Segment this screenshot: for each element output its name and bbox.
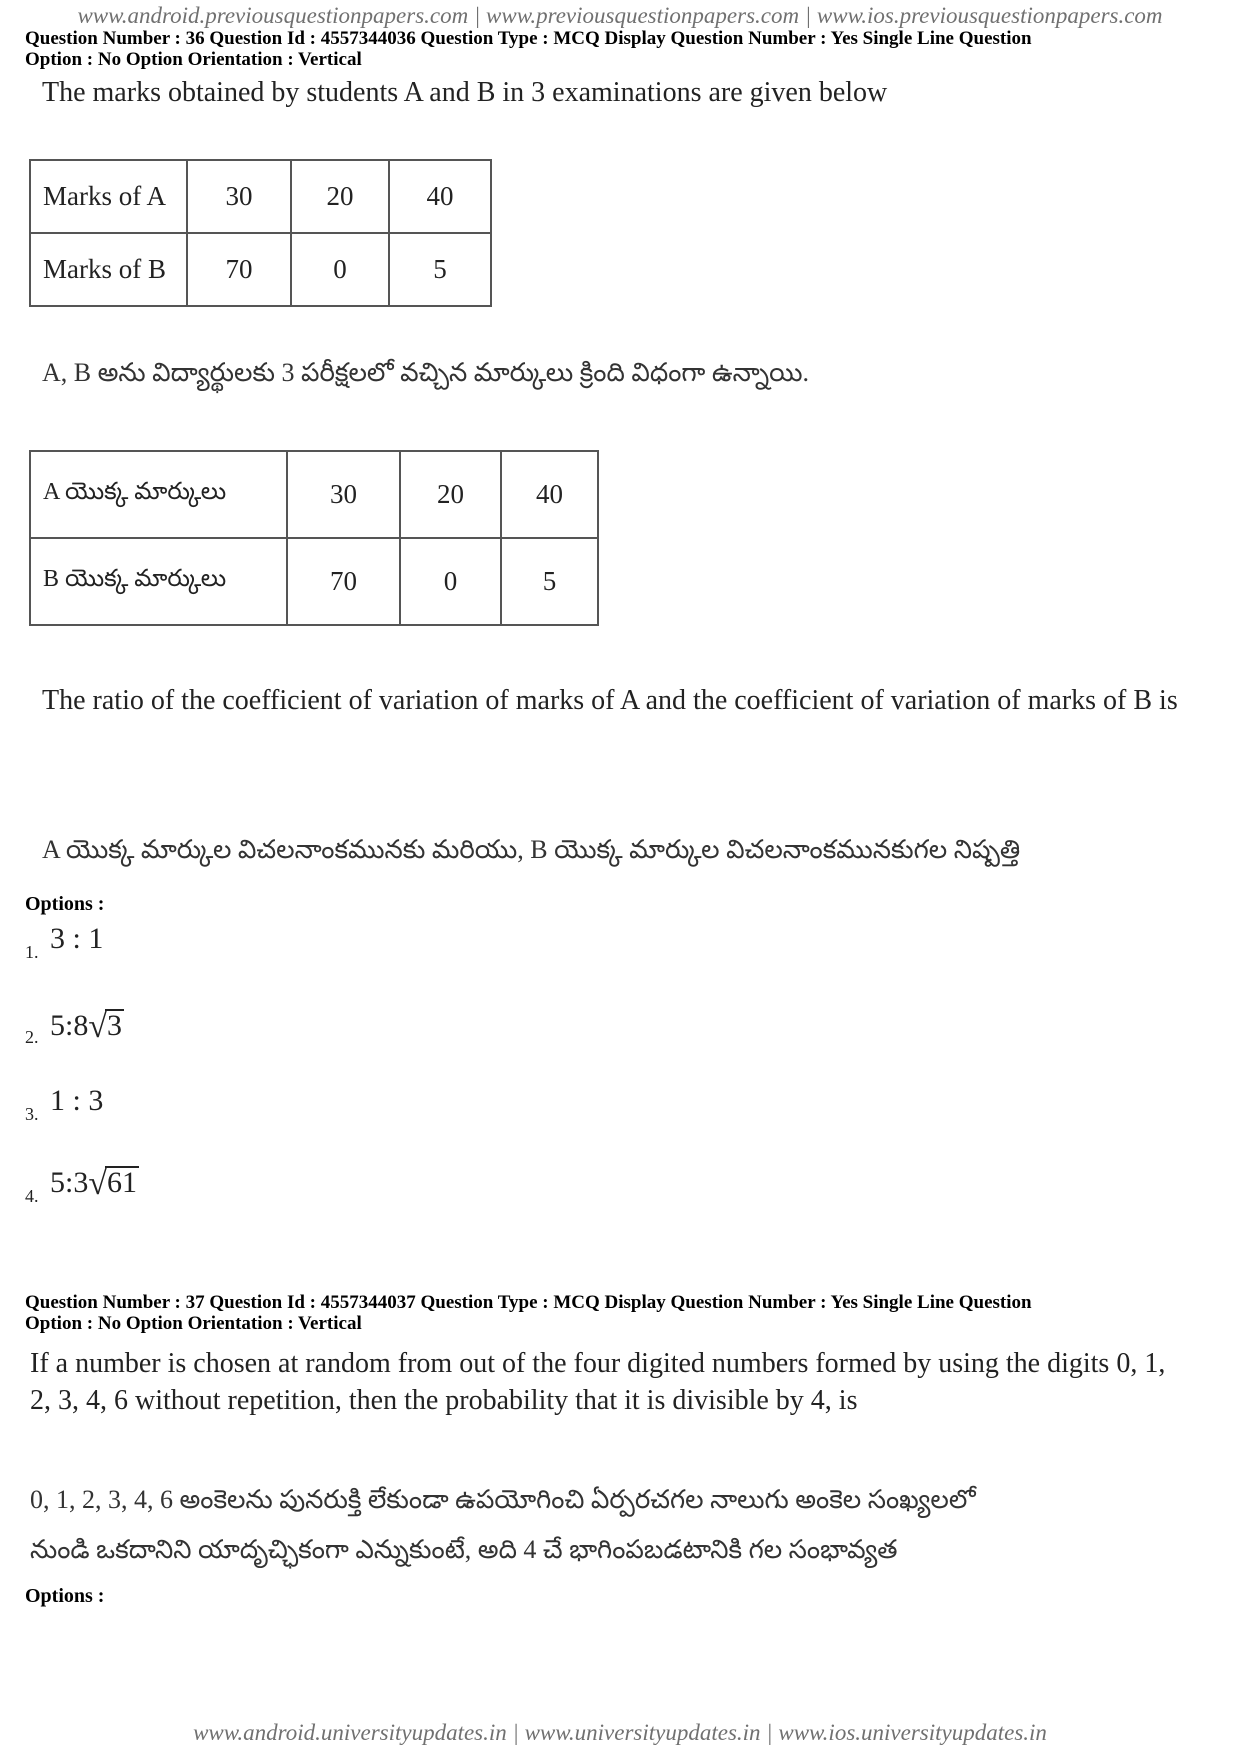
table-cell: 40 [501,451,598,538]
table-row [30,233,491,306]
q36-question-en: The ratio of the coefficient of variation of marks of A and the coefficient of variation of marks of B is [42,685,1178,716]
option-3-text[interactable]: 1 : 3 [50,1084,104,1117]
radicand: 3 [107,1009,123,1042]
radicand: 61 [107,1166,138,1199]
table-row-label: A యొక్క మార్కులు [30,451,287,538]
table-cell: 70 [287,538,400,625]
table-cell: 20 [291,160,389,233]
option-prefix: 5:8 [50,1009,89,1042]
table-cell: 0 [400,538,501,625]
option-1-text[interactable]: 3 : 1 [50,922,104,955]
table-row-label: Marks of B [30,233,187,306]
sqrt-icon: √3 [88,1008,123,1045]
option-number: 2. [25,1027,39,1047]
table-cell: 0 [291,233,389,306]
table-cell: 20 [400,451,501,538]
table-row [30,538,598,625]
table-cell: 5 [501,538,598,625]
q37-question-te-line1: 0, 1, 2, 3, 4, 6 అంకెలను పునరుక్తి లేకుండా ఉపయోగించి ఏర్పరచగల నాలుగు అంకెల సంఖ్యలలో [30,1485,976,1514]
table-cell: 70 [187,233,291,306]
table-cell: 30 [187,160,291,233]
header-watermark: www.android.previousquestionpapers.com | www.previousquestionpapers.com | www.ios.previousquestionpapers.com [77,3,1163,28]
table-cell: 30 [287,451,400,538]
q36-meta-line1: Question Number : 36 Question Id : 4557344036 Question Type : MCQ Display Question Number : Yes Single Line Question [25,28,1032,49]
q37-question-te-line2: నుండి ఒకదానిని యాదృచ్ఛికంగా ఎన్నుకుంటే, అది 4 చే భాగింపబడటానికి గల సంభావ్యత [30,1535,898,1564]
table-row-label: B యొక్క మార్కులు [30,538,287,625]
footer-watermark: www.android.universityupdates.in | www.universityupdates.in | www.ios.universityupdates.in [193,1720,1047,1745]
q36-question-te: A యొక్క మార్కుల విచలనాంకమునకు మరియు, B యొక్క మార్కుల విచలనాంకమునకుగల నిష్పత్తి [42,835,1021,864]
table-cell: 5 [389,233,491,306]
option-number: 1. [25,942,39,962]
option-4-text[interactable] [50,1165,139,1203]
q36-intro-te: A, B అను విద్యార్థులకు 3 పరీక్షలలో వచ్చిన మార్కులు క్రింది విధంగా ఉన్నాయి. [42,358,810,387]
option-2-text[interactable] [50,1008,124,1046]
table-row [30,451,598,538]
table-cell: 40 [389,160,491,233]
marks-table-en [29,159,492,307]
sqrt-icon: √61 [88,1165,138,1202]
q37-meta-line1: Question Number : 37 Question Id : 4557344037 Question Type : MCQ Display Question Number : Yes Single Line Question [25,1292,1032,1313]
q36-meta-line2: Option : No Option Orientation : Vertical [25,49,362,70]
q37-meta-line2: Option : No Option Orientation : Vertical [25,1313,362,1334]
marks-table-te [29,450,599,626]
option-prefix: 5:3 [50,1166,89,1199]
option-number: 3. [25,1104,39,1124]
q36-intro-en: The marks obtained by students A and B in 3 examinations are given below [42,77,888,108]
table-row-label: Marks of A [30,160,187,233]
q37-options-label: Options : [25,1585,105,1607]
q37-question-en: If a number is chosen at random from out of the four digited numbers formed by using the digits 0, 1, 2, 3, 4, 6 without repetition, then the probability that it is divisible by 4, is [30,1348,1166,1416]
table-row [30,160,491,233]
option-number: 4. [25,1186,39,1206]
q36-options-label: Options : [25,893,105,915]
